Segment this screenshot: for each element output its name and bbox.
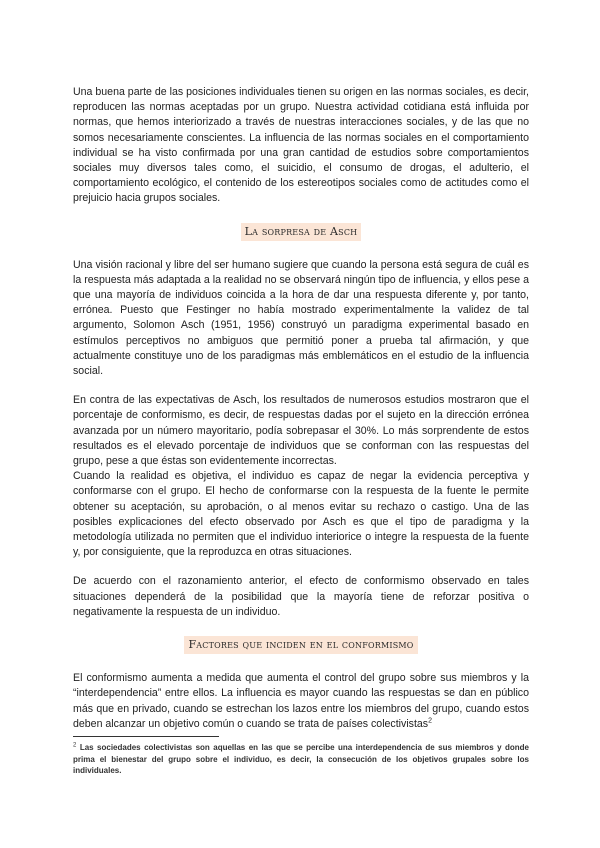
footnote-text: Las sociedades colectivistas son aquellas en las que se percibe una interdependencia de sus miembros y donde prima el bienestar del grupo sobre el individuo, es decir, la consecución de los objetivos grupales sobre los individuales. <box>73 743 529 775</box>
paragraph-asch-2: En contra de las expectativas de Asch, los resultados de numerosos estudios mostraron que el porcentaje de conformismo, es decir, de respuestas dadas por el sujeto en la dirección errónea avanzada por un número mayoritario, podía sobrepasar el 30%. Lo más sorprendente de estos resultados es el elevado porcentaje de individuos que se conforman con las respuestas del grupo, pese a que éstas son evidentemente incorrectas. <box>73 394 529 468</box>
document-body <box>73 85 529 732</box>
footnote-separator <box>73 736 219 737</box>
section-heading-asch-wrap <box>73 222 529 241</box>
footnote-reference[interactable]: 2 <box>428 717 433 725</box>
section-heading-factores: Factores que inciden en el conformismo <box>184 636 417 654</box>
paragraph-factores-1-text: El conformismo aumenta a medida que aumenta el control del grupo sobre sus miembros y la “interdependencia” entre ellos. La influencia es mayor cuando las respuestas se dan en público más que en privado, cuando se estrechan los lazos entre los miembros del grupo, cuando estos deben alcanzar un objetivo común o cuando se trata de países colectivistas <box>73 672 529 730</box>
section-heading-asch: La sorpresa de Asch <box>241 223 362 241</box>
section-heading-factores-wrap <box>73 635 529 654</box>
footnote-marker: 2 <box>73 742 77 749</box>
paragraph-intro: Una buena parte de las posiciones individuales tienen su origen en las normas sociales, es decir, reproducen las normas aceptadas por un grupo. Nuestra actividad cotidiana está influida por normas, que hemos interiorizado a través de nuestras interacciones sociales, y de las que no somos necesariamente conscientes. La influencia de las normas sociales en el comportamiento individual se ha visto confirmada por una gran cantidad de estudios sobre comportamientos sociales muy diversos tales como, el suicidio, el consumo de drogas, el adulterio, el comportamiento ecológico, el contenido de los estereotipos sociales como de actitudes como el prejuicio hacia grupos sociales. <box>73 86 529 205</box>
paragraph-asch-4: De acuerdo con el razonamiento anterior, el efecto de conformismo observado en tales situaciones dependerá de la posibilidad que la mayoría tiene de reforzar positiva o negativamente la respuesta de un individuo. <box>73 575 529 618</box>
footnote <box>73 742 529 777</box>
paragraph-factores-1 <box>73 671 529 732</box>
paragraph-asch-1: Una visión racional y libre del ser humano sugiere que cuando la persona está segura de cuál es la respuesta más adaptada a la realidad no se observará ningún tipo de influencia, y ellos pese a que una mayoría de individuos coincida a la hora de dar una respuesta diferente y, por tanto, errónea. Puesto que Festinger no había mostrado experimentalmente la validez de tal argumento, Solomon Asch (1951, 1956) construyó un paradigma experimental basado en estímulos perceptivos no ambiguos que permitió poner a prueba tal afirmación, y que actualmente constituye uno de los paradigmas más emblemáticos en el estudio de la influencia social. <box>73 258 529 378</box>
paragraph-asch-3: Cuando la realidad es objetiva, el individuo es capaz de negar la evidencia perceptiva y conformarse con el grupo. El hecho de conformarse con la respuesta de la fuente le permite obtener su aceptación, su aprobación, o al menos evitar su rechazo o castigo. Una de las posibles explicaciones del efecto observado por Asch es que el tipo de paradigma y la metodología utilizada no permiten que el individuo interiorice o integre la respuesta de la fuente y, por consiguiente, que la reproduzca en otras situaciones. <box>73 470 529 559</box>
